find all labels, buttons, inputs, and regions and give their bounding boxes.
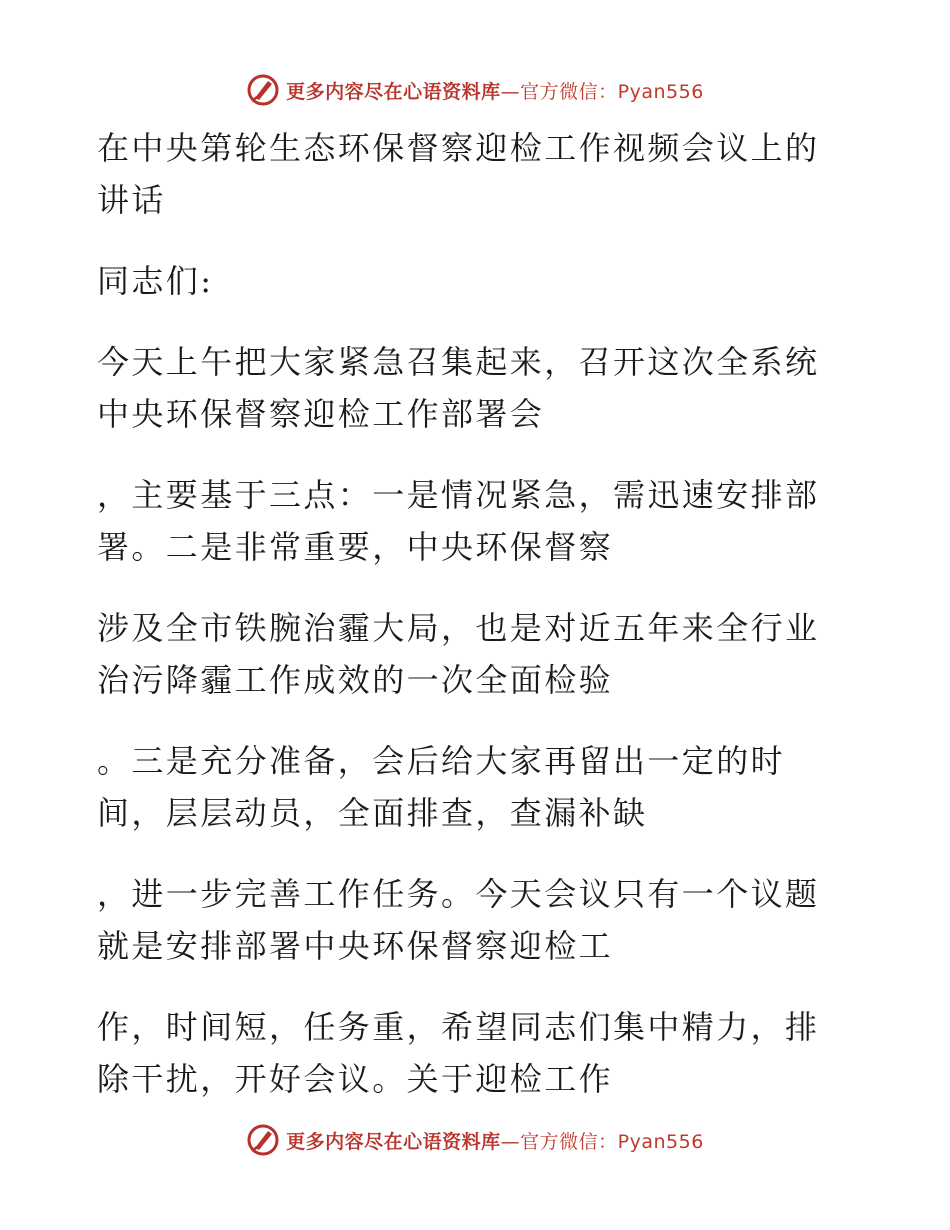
paragraph bbox=[97, 336, 837, 440]
banner-separator: — bbox=[500, 80, 521, 103]
text-line: 间，层层动员，全面排查，查漏补缺 bbox=[97, 794, 648, 832]
document-title bbox=[97, 122, 837, 226]
header-watermark-banner bbox=[0, 70, 950, 110]
paragraph bbox=[97, 735, 837, 839]
text-line: 作，时间短，任务重，希望同志们集中精力，排 bbox=[97, 1008, 820, 1046]
text-line: 涉及全市铁腕治霾大局，也是对近五年来全行业 bbox=[97, 609, 820, 647]
document-body bbox=[97, 122, 837, 1105]
paragraph bbox=[97, 1001, 837, 1105]
quill-logo-icon bbox=[246, 1123, 280, 1157]
text-line: 讲话 bbox=[97, 181, 166, 219]
quill-logo-icon bbox=[246, 73, 280, 107]
paragraph bbox=[97, 469, 837, 573]
salutation bbox=[97, 255, 837, 307]
text-line: 同志们: bbox=[97, 262, 214, 300]
banner-main-text: 更多内容尽在心语资料库 bbox=[286, 80, 501, 103]
text-line: 在中央第轮生态环保督察迎检工作视频会议上的 bbox=[97, 129, 820, 167]
text-line: 中央环保督察迎检工作部署会 bbox=[97, 395, 545, 433]
text-line: 除干扰，开好会议。关于迎检工作 bbox=[97, 1060, 614, 1098]
text-line: 。三是充分准备，会后给大家再留出一定的时 bbox=[97, 742, 786, 780]
text-line: ，主要基于三点：一是情况紧急，需迅速安排部 bbox=[97, 476, 820, 514]
paragraph bbox=[97, 602, 837, 706]
text-line: 就是安排部署中央环保督察迎检工 bbox=[97, 927, 614, 965]
banner-main-text: 更多内容尽在心语资料库 bbox=[286, 1130, 501, 1153]
banner-wechat-text: 官方微信：Pyan556 bbox=[520, 1130, 704, 1153]
paragraph bbox=[97, 868, 837, 972]
banner-text bbox=[286, 77, 704, 104]
text-line: 署。二是非常重要，中央环保督察 bbox=[97, 528, 614, 566]
banner-text bbox=[286, 1127, 704, 1154]
footer-watermark-banner bbox=[0, 1120, 950, 1160]
banner-wechat-text: 官方微信：Pyan556 bbox=[520, 80, 704, 103]
banner-separator: — bbox=[500, 1130, 521, 1153]
text-line: 治污降霾工作成效的一次全面检验 bbox=[97, 661, 614, 699]
text-line: 今天上午把大家紧急召集起来，召开这次全系统 bbox=[97, 343, 820, 381]
text-line: ，进一步完善工作任务。今天会议只有一个议题 bbox=[97, 875, 820, 913]
